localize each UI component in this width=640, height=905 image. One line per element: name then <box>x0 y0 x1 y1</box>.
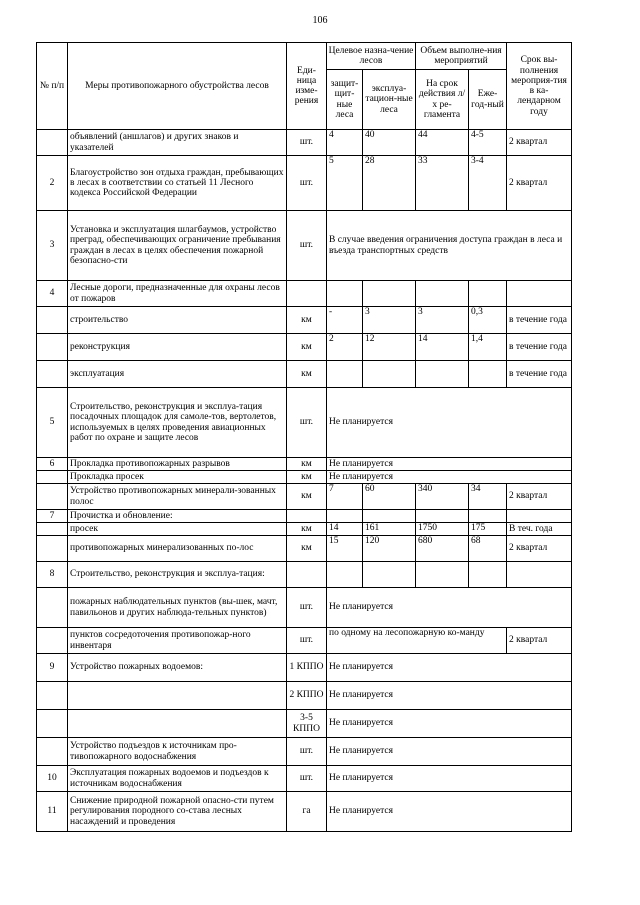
row-deadline <box>507 281 572 307</box>
row-deadline: В теч. года <box>507 523 572 536</box>
row-exploit: 28 <box>363 156 416 211</box>
row-unit <box>287 281 327 307</box>
row-num: 5 <box>37 388 68 458</box>
row-protective: - <box>327 307 363 334</box>
row-exploit: 3 <box>363 307 416 334</box>
table-row <box>37 510 572 523</box>
row-merged-note: Не планируется <box>327 458 572 471</box>
row-exploit: 40 <box>363 130 416 156</box>
row-merged-note: Не планируется <box>327 738 572 766</box>
row-merged-note: Не планируется <box>327 588 572 628</box>
table-row <box>37 361 572 388</box>
row-protective <box>327 562 363 588</box>
header-purpose: Целевое назна-чение лесов <box>327 43 416 70</box>
row-unit: 2 КППО <box>287 682 327 710</box>
row-deadline: 2 квартал <box>507 536 572 562</box>
row-unit: шт. <box>287 628 327 654</box>
row-text: Строительство, реконструкция и эксплуа-тация: <box>68 562 287 588</box>
row-unit: шт. <box>287 738 327 766</box>
row-annual: 1,4 <box>469 334 507 361</box>
table-row <box>37 484 572 510</box>
table-row <box>37 307 572 334</box>
table-row <box>37 628 572 654</box>
row-num <box>37 682 68 710</box>
row-num: 11 <box>37 792 68 832</box>
row-num: 7 <box>37 510 68 523</box>
row-exploit <box>363 281 416 307</box>
row-deadline: 2 квартал <box>507 130 572 156</box>
row-num <box>37 361 68 388</box>
row-unit: шт. <box>287 211 327 281</box>
table-row <box>37 682 572 710</box>
row-unit: шт. <box>287 588 327 628</box>
row-per-term: 44 <box>416 130 469 156</box>
row-deadline: 2 квартал <box>507 628 572 654</box>
row-text: противопожарных минерализованных по-лос <box>68 536 287 562</box>
row-protective: 2 <box>327 334 363 361</box>
row-num <box>37 307 68 334</box>
table-row <box>37 792 572 832</box>
header-measures: Меры противопожарного обустройства лесов <box>68 43 287 130</box>
header-deadline: Срок вы-полнения мероприя-тия в ка-лендарном году <box>507 43 572 130</box>
table-row <box>37 523 572 536</box>
header-unit: Еди-ница изме-рения <box>287 43 327 130</box>
row-annual: 4-5 <box>469 130 507 156</box>
row-annual: 34 <box>469 484 507 510</box>
row-annual <box>469 361 507 388</box>
row-text: пожарных наблюдательных пунктов (вы-шек, мачт, павильонов и других наблюда-тельных пунктов) <box>68 588 287 628</box>
row-deadline: 2 квартал <box>507 156 572 211</box>
header-annual: Еже-год-ный <box>469 70 507 130</box>
row-text: Установка и эксплуатация шлагбаумов, устройство преград, обеспечивающих ограничение пребывания граждан в лесах в целях обеспечения пожарной безопасно-сти <box>68 211 287 281</box>
row-num: 8 <box>37 562 68 588</box>
row-unit: км <box>287 458 327 471</box>
row-merged-note: по одному на лесопожарную ко-манду <box>327 628 507 654</box>
row-unit: км <box>287 536 327 562</box>
row-text: пунктов сосредоточения противопожар-ного инвентаря <box>68 628 287 654</box>
row-per-term: 340 <box>416 484 469 510</box>
row-annual: 0,3 <box>469 307 507 334</box>
page-number: 106 <box>312 15 328 26</box>
row-merged-note: Не планируется <box>327 710 572 738</box>
row-deadline: 2 квартал <box>507 484 572 510</box>
row-per-term: 33 <box>416 156 469 211</box>
header-exploit: эксплуа-тацион-ные леса <box>363 70 416 130</box>
fire-measures-table <box>36 42 572 832</box>
row-num <box>37 588 68 628</box>
row-unit: шт. <box>287 766 327 792</box>
row-merged-note: Не планируется <box>327 792 572 832</box>
row-num: 4 <box>37 281 68 307</box>
table-row <box>37 738 572 766</box>
row-annual: 175 <box>469 523 507 536</box>
table-row <box>37 281 572 307</box>
row-per-term: 1750 <box>416 523 469 536</box>
row-text: Снижение природной пожарной опасно-сти путем регулирования породного со-става лесных насаждений и проведения <box>68 792 287 832</box>
row-num <box>37 536 68 562</box>
row-unit <box>287 562 327 588</box>
row-text: реконструкция <box>68 334 287 361</box>
table-row <box>37 334 572 361</box>
table-row <box>37 388 572 458</box>
row-text: эксплуатация <box>68 361 287 388</box>
row-text: Прочистка и обновление: <box>68 510 287 523</box>
row-protective <box>327 510 363 523</box>
row-text <box>68 682 287 710</box>
row-exploit: 60 <box>363 484 416 510</box>
row-num <box>37 471 68 484</box>
row-unit: км <box>287 334 327 361</box>
row-num: 2 <box>37 156 68 211</box>
row-num: 6 <box>37 458 68 471</box>
table-row <box>37 766 572 792</box>
row-exploit: 12 <box>363 334 416 361</box>
row-exploit <box>363 510 416 523</box>
row-num <box>37 130 68 156</box>
row-annual: 3-4 <box>469 156 507 211</box>
row-exploit <box>363 562 416 588</box>
row-text: Благоустройство зон отдыха граждан, пребывающих в лесах в соответствии со статьей 11 Лесного кодекса Российской Федерации <box>68 156 287 211</box>
row-text: Прокладка противопожарных разрывов <box>68 458 287 471</box>
row-unit: км <box>287 523 327 536</box>
row-text: объявлений (аншлагов) и других знаков и указателей <box>68 130 287 156</box>
row-merged-note: Не планируется <box>327 682 572 710</box>
row-unit: 3-5 КППО <box>287 710 327 738</box>
row-per-term: 14 <box>416 334 469 361</box>
table-row <box>37 211 572 281</box>
row-text: строительство <box>68 307 287 334</box>
row-num: 10 <box>37 766 68 792</box>
row-num: 9 <box>37 654 68 682</box>
row-num <box>37 523 68 536</box>
row-text: Лесные дороги, предназначенные для охраны лесов от пожаров <box>68 281 287 307</box>
row-merged-note: Не планируется <box>327 388 572 458</box>
header-volume: Объем выполне-ния мероприятий <box>416 43 507 70</box>
row-text: Прокладка просек <box>68 471 287 484</box>
row-merged-note: Не планируется <box>327 766 572 792</box>
row-unit: шт. <box>287 388 327 458</box>
row-merged-note: Не планируется <box>327 654 572 682</box>
row-exploit <box>363 361 416 388</box>
row-deadline <box>507 510 572 523</box>
row-per-term <box>416 361 469 388</box>
table-row <box>37 562 572 588</box>
table-row <box>37 536 572 562</box>
row-per-term: 3 <box>416 307 469 334</box>
row-num: 3 <box>37 211 68 281</box>
row-protective: 5 <box>327 156 363 211</box>
table-body <box>37 130 572 832</box>
row-unit: км <box>287 361 327 388</box>
row-unit: км <box>287 471 327 484</box>
row-exploit: 161 <box>363 523 416 536</box>
row-num <box>37 738 68 766</box>
row-annual <box>469 281 507 307</box>
row-num <box>37 710 68 738</box>
row-annual: 68 <box>469 536 507 562</box>
row-text: Устройство противопожарных минерали-зованных полос <box>68 484 287 510</box>
row-unit: км <box>287 307 327 334</box>
row-annual <box>469 562 507 588</box>
row-num <box>37 484 68 510</box>
row-per-term <box>416 562 469 588</box>
row-deadline <box>507 562 572 588</box>
row-protective: 15 <box>327 536 363 562</box>
table-row <box>37 156 572 211</box>
row-deadline: в течение года <box>507 307 572 334</box>
row-merged-note: В случае введения ограничения доступа граждан в леса и въезда транспортных средств <box>327 211 572 281</box>
row-merged-note: Не планируется <box>327 471 572 484</box>
row-protective: 14 <box>327 523 363 536</box>
row-text: просек <box>68 523 287 536</box>
row-protective: 4 <box>327 130 363 156</box>
row-text <box>68 710 287 738</box>
header-num: № п/п <box>37 43 68 130</box>
row-text: Устройство подъездов к источникам про-тивопожарного водоснабжения <box>68 738 287 766</box>
row-unit <box>287 510 327 523</box>
row-protective <box>327 281 363 307</box>
row-per-term <box>416 510 469 523</box>
row-unit: шт. <box>287 130 327 156</box>
row-annual <box>469 510 507 523</box>
table-row <box>37 458 572 471</box>
row-text: Эксплуатация пожарных водоемов и подъездов к источникам водоснабжения <box>68 766 287 792</box>
table-header <box>37 43 572 130</box>
row-text: Устройство пожарных водоемов: <box>68 654 287 682</box>
row-deadline: в течение года <box>507 361 572 388</box>
table-row <box>37 588 572 628</box>
row-deadline: в течение года <box>507 334 572 361</box>
row-protective: 7 <box>327 484 363 510</box>
table-row <box>37 130 572 156</box>
table-row <box>37 654 572 682</box>
row-text: Строительство, реконструкция и эксплуа-тация посадочных площадок для самоле-тов, вертолетов, используемых в целях проведения авиационных работ по охране и защите лесов <box>68 388 287 458</box>
row-per-term: 680 <box>416 536 469 562</box>
table-row <box>37 471 572 484</box>
header-protective: защит-щит-ные леса <box>327 70 363 130</box>
row-exploit: 120 <box>363 536 416 562</box>
row-num <box>37 334 68 361</box>
row-unit: км <box>287 484 327 510</box>
header-per-term: На срок действия л/х ре-гламента <box>416 70 469 130</box>
row-protective <box>327 361 363 388</box>
row-unit: шт. <box>287 156 327 211</box>
row-unit: га <box>287 792 327 832</box>
row-per-term <box>416 281 469 307</box>
row-num <box>37 628 68 654</box>
row-unit: 1 КППО <box>287 654 327 682</box>
table-row <box>37 710 572 738</box>
